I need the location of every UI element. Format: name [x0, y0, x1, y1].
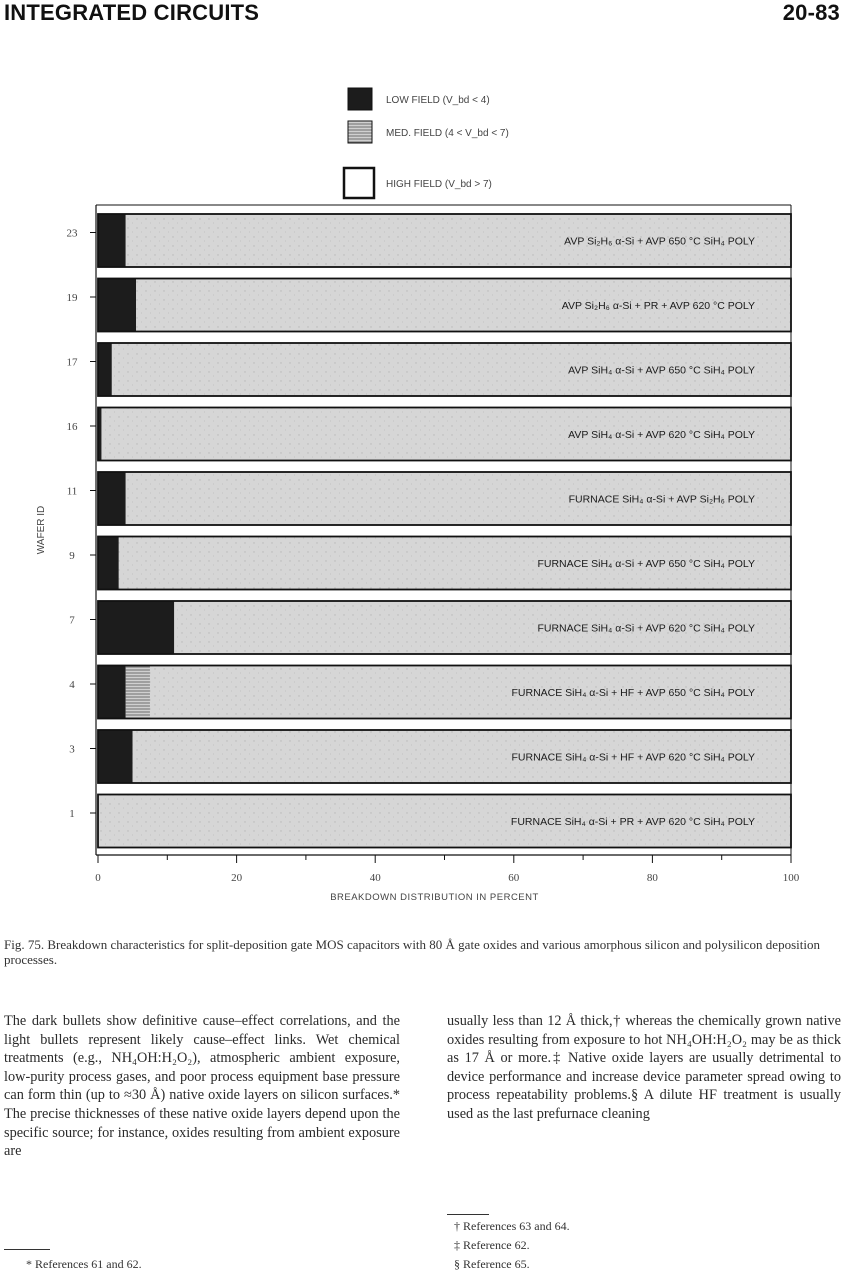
footnote-right-2: ‡ Reference 62. [454, 1238, 530, 1252]
x-axis-label: BREAKDOWN DISTRIBUTION IN PERCENT [330, 892, 539, 903]
y-tick-label-19: 19 [66, 292, 78, 304]
legend-label-low: LOW FIELD (V_bd < 4) [386, 95, 490, 106]
y-tick-label-17: 17 [66, 356, 78, 369]
x-tick-label-80: 80 [646, 872, 658, 884]
bar-label-wafer-16: AVP SiH₄ α-Si + AVP 620 °C SiH₄ POLY [568, 429, 755, 441]
bar-label-wafer-9: FURNACE SiH₄ α-Si + AVP 650 °C SiH₄ POLY [537, 558, 755, 570]
footnote-left: * References 61 and 62. [26, 1257, 142, 1271]
bar-segment-wafer-4-s1 [126, 666, 150, 719]
bar-label-wafer-23: AVP Si₂H₆ α-Si + AVP 650 °C SiH₄ POLY [564, 235, 755, 248]
x-tick-label-100: 100 [782, 872, 800, 884]
y-tick-label-3: 3 [69, 743, 75, 756]
body-text-right-column: usually less than 12 Å thick,† whereas the chemically grown native oxides resulting from exposure to hot NH₄OH:H₂O₂ may be as thick as 17 Å or more.‡ Native oxide layers are usually detrimental to device performance and increase device parameter spread owing to process repeatability problems.§ A dilute HF treatment is usually used as the last prefurnace cleaning [447, 1013, 841, 1122]
bar-segment-wafer-3-s0 [98, 730, 133, 783]
bar-label-wafer-11: FURNACE SiH₄ α-Si + AVP Si₂H₆ POLY [568, 493, 755, 506]
x-tick-label-40: 40 [369, 872, 381, 884]
bar-segment-wafer-9-s0 [98, 537, 119, 590]
y-tick-label-7: 7 [69, 614, 75, 627]
breakdown-bar-chart [0, 80, 846, 910]
y-tick-label-23: 23 [66, 227, 78, 240]
y-tick-label-9: 9 [69, 550, 75, 562]
x-tick-label-20: 20 [231, 872, 243, 884]
bar-label-wafer-3: FURNACE SiH₄ α-Si + HF + AVP 620 °C SiH₄ POLY [511, 751, 755, 764]
legend-swatch-high [344, 168, 374, 198]
bar-segment-wafer-23-s0 [98, 214, 126, 267]
y-axis-label: WAFER ID [36, 505, 47, 555]
legend-swatch-med [348, 121, 372, 143]
footnote-right-3: § Reference 65. [454, 1257, 530, 1271]
y-tick-label-4: 4 [69, 679, 75, 691]
legend-swatch-low [348, 88, 372, 110]
bar-segment-wafer-17-s0 [98, 343, 112, 396]
page-number: 20-83 [782, 0, 840, 25]
bar-label-wafer-17: AVP SiH₄ α-Si + AVP 650 °C SiH₄ POLY [568, 364, 755, 377]
bar-segment-wafer-4-s0 [98, 666, 126, 719]
y-tick-label-16: 16 [66, 421, 78, 433]
x-tick-label-0: 0 [95, 872, 101, 884]
running-head-title: INTEGRATED CIRCUITS [4, 0, 260, 25]
bar-label-wafer-19: AVP Si₂H₆ α-Si + PR + AVP 620 °C POLY [561, 300, 755, 312]
y-tick-label-1: 1 [69, 808, 75, 820]
bar-segment-wafer-11-s0 [98, 472, 126, 525]
footnote-rule-right [447, 1214, 489, 1215]
bar-segment-wafer-19-s0 [98, 279, 136, 332]
bar-label-wafer-7: FURNACE SiH₄ α-Si + AVP 620 °C SiH₄ POLY [537, 622, 755, 635]
body-text-left-column: The dark bullets show definitive cause–effect correlations, and the light bullets represent likely cause–effect links. Wet chemical treatments (e.g., NH₄OH:H₂O₂), atmospheric ambient exposure, low-purity process gases, and poor process equipment base pressure can form thin (up to ≈30 Å) native oxide layers on silicon surfaces.* The precise thicknesses of these native oxide layers depend upon the specific source; for instance, oxides resulting from ambient exposure are [4, 1013, 400, 1160]
legend-label-high: HIGH FIELD (V_bd > 7) [386, 179, 492, 190]
bar-segment-wafer-7-s0 [98, 601, 174, 654]
bar-label-wafer-1: FURNACE SiH₄ α-Si + PR + AVP 620 °C SiH₄ POLY [510, 816, 755, 828]
footnote-right-1: † References 63 and 64. [454, 1219, 570, 1233]
x-tick-label-60: 60 [508, 872, 520, 884]
legend-label-med: MED. FIELD (4 < V_bd < 7) [386, 128, 509, 139]
figure-caption: Fig. 75. Breakdown characteristics for split-deposition gate MOS capacitors with 80 Å gate oxides and various amorphous silicon and polysilicon deposition processes. [4, 937, 820, 967]
y-tick-label-11: 11 [66, 485, 78, 498]
bar-label-wafer-4: FURNACE SiH₄ α-Si + HF + AVP 650 °C SiH₄ POLY [511, 687, 755, 699]
footnote-rule-left [4, 1249, 50, 1250]
